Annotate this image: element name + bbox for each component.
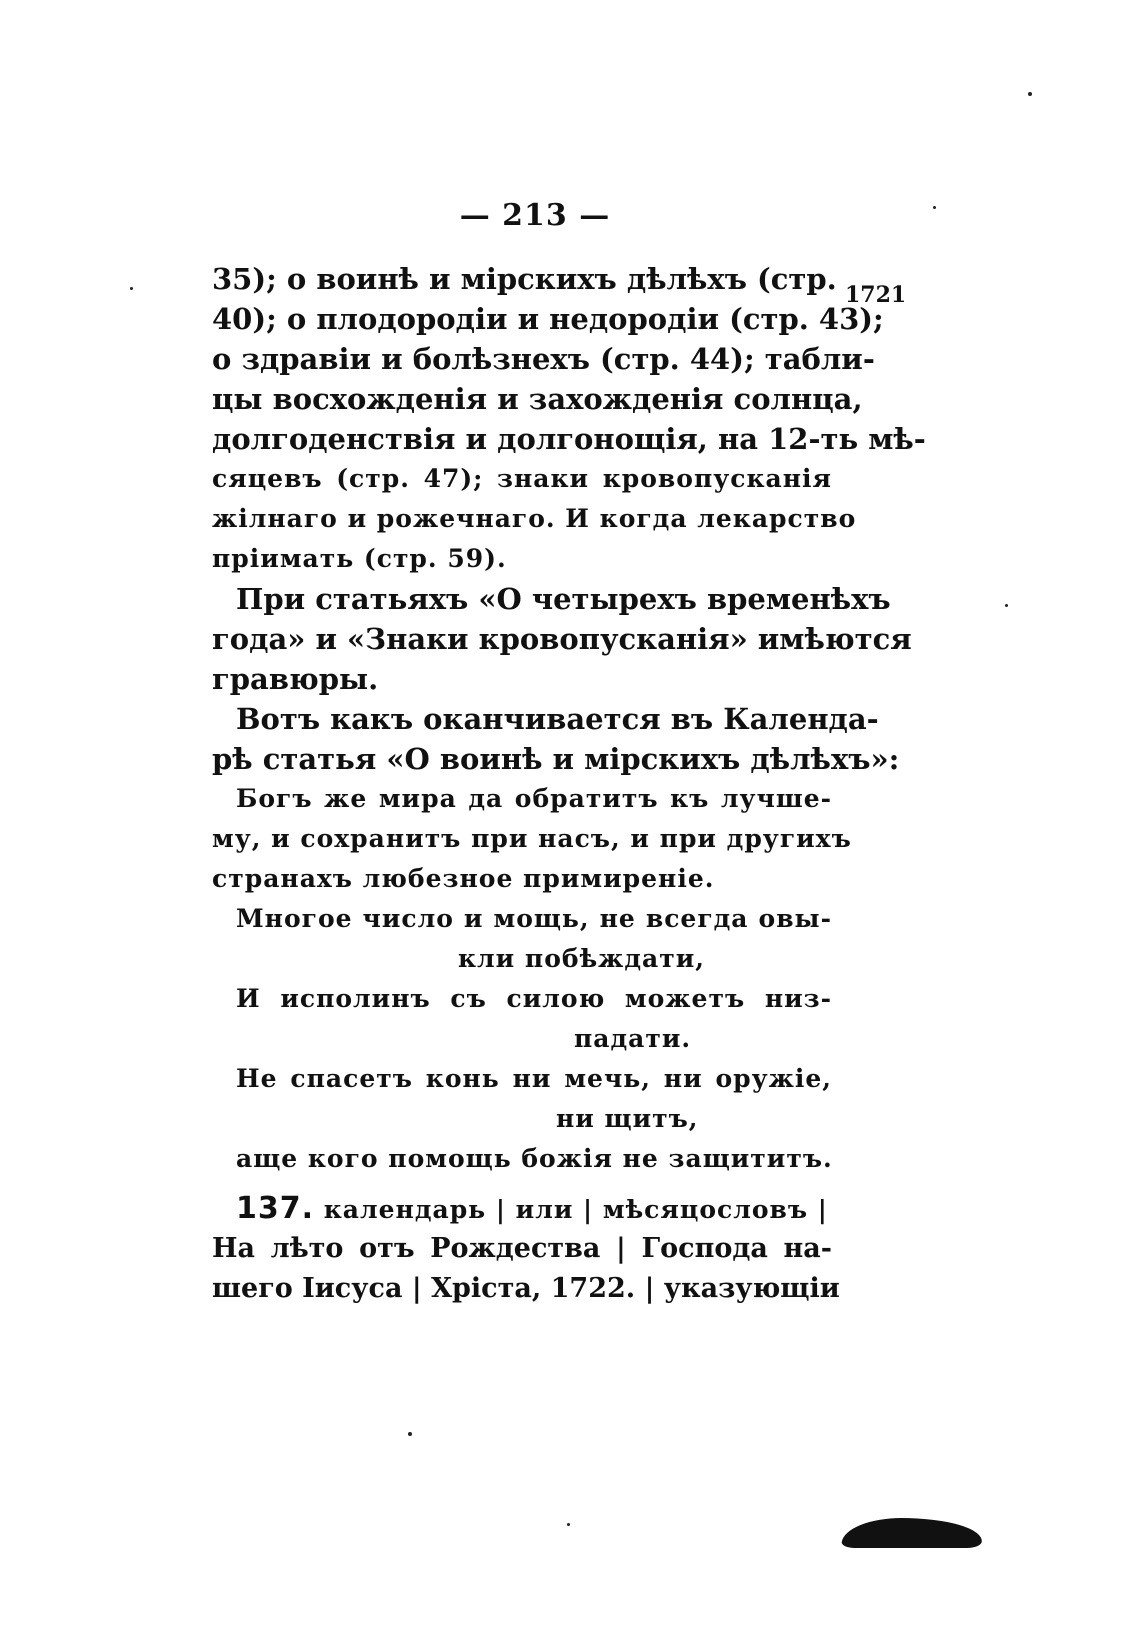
speck: [933, 206, 936, 209]
text-line: 40); о плодородіи и недородіи (стр. 43);: [212, 302, 884, 336]
text-line: цы восхожденія и захожденія солнца,: [212, 382, 863, 416]
text-line: Вотъ какъ оканчивается въ Календа-: [236, 702, 879, 736]
quote-line: Богъ же мира да обратитъ къ лучше-: [236, 784, 832, 813]
ink-smudge: [841, 1518, 985, 1548]
speck: [1028, 92, 1032, 96]
text-line: года» и «Знаки кровопусканія» имѣются: [212, 622, 912, 656]
speck: [408, 1432, 412, 1436]
text-line: долгоденствія и долгонощія, на 12-ть мѣ-: [212, 422, 926, 456]
verse-line: кли побѣждати,: [458, 944, 705, 973]
text-line: гравюры.: [212, 662, 379, 696]
text-line: рѣ статья «О воинѣ и мірскихъ дѣлѣхъ»:: [212, 742, 900, 776]
verse-line: Не спасетъ конь ни мечь, ни оружіе,: [236, 1064, 832, 1093]
speck: [567, 1523, 570, 1526]
verse-line: И исполинъ съ силою можетъ низ-: [236, 984, 832, 1013]
verse-line: аще кого помощь божія не защититъ.: [236, 1144, 833, 1173]
text-line: о здравіи и болѣзнехъ (стр. 44); табли-: [212, 342, 875, 376]
entry-title: календарь | или | мѣсяцословъ |: [323, 1195, 828, 1224]
text-line: сяцевъ (стр. 47); знаки кровопусканія: [212, 464, 832, 493]
speck: [1005, 604, 1008, 607]
margin-year: 1721: [845, 282, 907, 308]
speck: [130, 287, 133, 290]
verse-line: Многое число и мощь, не всегда овы-: [236, 904, 832, 933]
text-line: При статьяхъ «О четырехъ временѣхъ: [236, 582, 891, 616]
text-line: пріимать (стр. 59).: [212, 544, 507, 573]
quote-line: странахъ любезное примиреніе.: [212, 864, 715, 893]
entry-line: На лѣто отъ Рождества | Господа на-: [212, 1233, 832, 1264]
text-line: жілнаго и рожечнаго. И когда лекарство: [212, 504, 857, 533]
verse-line: ни щитъ,: [556, 1104, 699, 1133]
verse-line: падати.: [574, 1024, 692, 1053]
entry-number: 137.: [236, 1191, 315, 1226]
text-line: 35); о воинѣ и мірскихъ дѣлѣхъ (стр.: [212, 262, 837, 296]
page-number: — 213 —: [459, 198, 611, 233]
entry-line: шего Іисуса | Хріста, 1722. | указующіи: [212, 1273, 840, 1304]
quote-line: му, и сохранитъ при насъ, и при другихъ: [212, 824, 852, 853]
